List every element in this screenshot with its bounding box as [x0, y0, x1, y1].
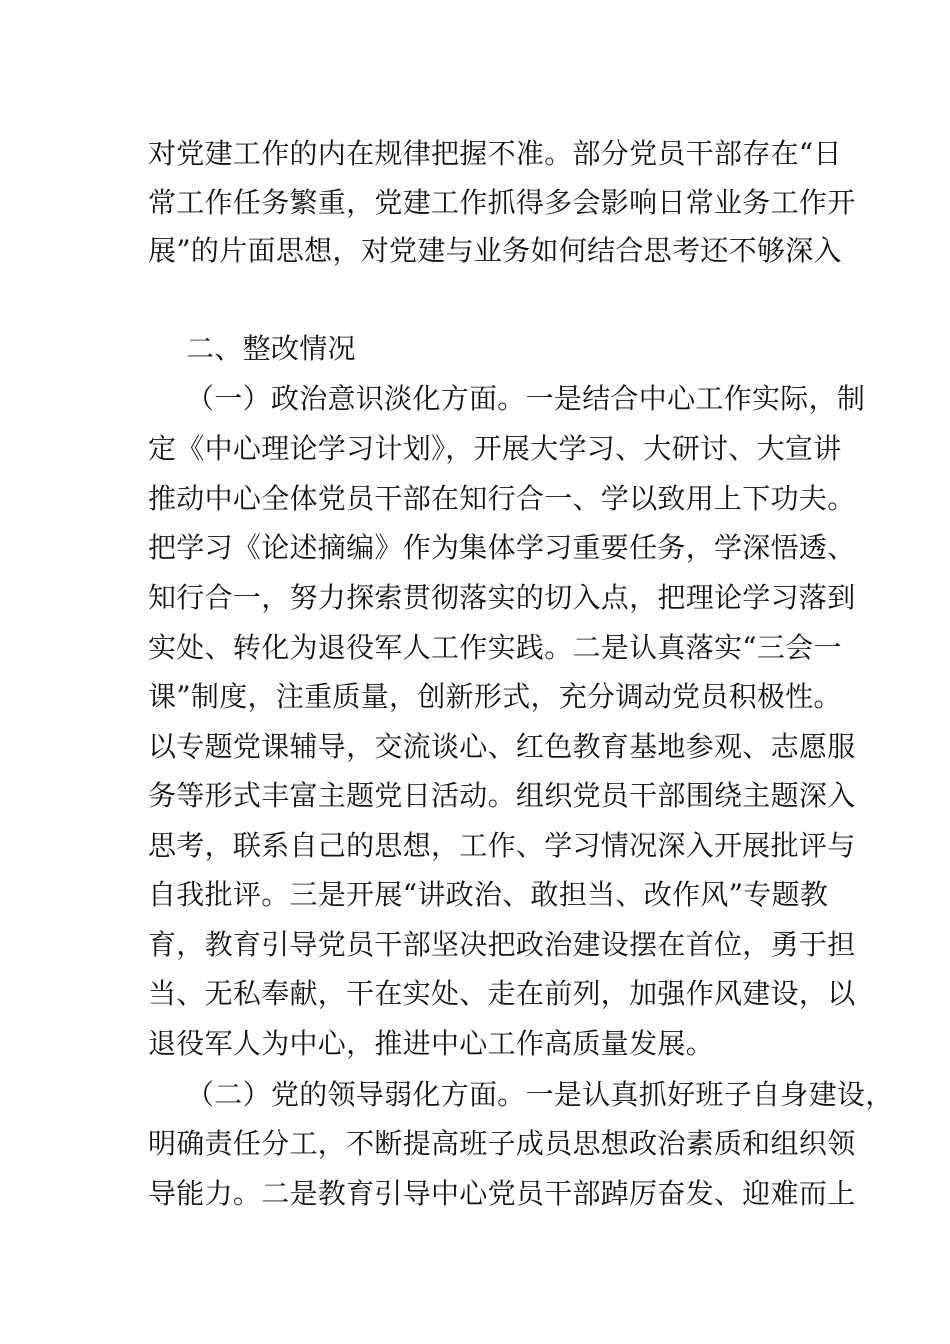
subsection1-line-5: 知行合一，努力探索贯彻落实的切入点，把理论学习落到 [148, 581, 856, 614]
subsection1-line-12: 育，教育引导党员干部坚决把政治建设摆在首位，勇于担 [148, 928, 856, 961]
subsection1-line-14: 退役军人为中心，推进中心工作高质量发展。 [148, 1027, 715, 1060]
subsection1-line-9: 务等形式丰富主题党日活动。组织党员干部围绕主题深入 [148, 779, 856, 812]
subsection1-line-7: 课”制度，注重质量，创新形式，充分调动党员积极性。 [148, 680, 842, 713]
subsection1-line-8: 以专题党课辅导，交流谈心、红色教育基地参观、志愿服 [148, 730, 856, 763]
intro-line-2: 常工作任务繁重，党建工作抓得多会影响日常业务工作开 [148, 186, 856, 219]
subsection1-line-3: 推动中心全体党员干部在知行合一、学以致用上下功夫。 [148, 482, 856, 515]
subsection2-line-2: 明确责任分工，不断提高班子成员思想政治素质和组织领 [148, 1127, 856, 1160]
subsection1-line-4: 把学习《论述摘编》作为集体学习重要任务，学深悟透、 [148, 531, 856, 564]
section-heading: 二、整改情况 [186, 332, 356, 365]
subsection1-line-13: 当、无私奉献，干在实处、走在前列，加强作风建设，以 [148, 977, 856, 1010]
subsection2-line-3: 导能力。二是教育引导中心党员干部踔厉奋发、迎难而上 [148, 1177, 856, 1210]
subsection1-line-6: 实处、转化为退役军人工作实践。二是认真落实“三会一 [148, 631, 842, 664]
intro-line-3: 展”的片面思想，对党建与业务如何结合思考还不够深入 [148, 234, 842, 267]
subsection1-line-1: （一）政治意识淡化方面。一是结合中心工作实际，制 [186, 382, 866, 415]
subsection2-line-1: （二）党的领导弱化方面。一是认真抓好班子自身建设， [186, 1078, 894, 1111]
subsection1-line-2: 定《中心理论学习计划》，开展大学习、大研讨、大宣讲 [148, 432, 842, 465]
subsection1-line-11: 自我批评。三是开展“讲政治、敢担当、改作风”专题教 [148, 878, 829, 911]
intro-line-1: 对党建工作的内在规律把握不准。部分党员干部存在“日 [148, 137, 842, 170]
subsection1-line-10: 思考，联系自己的思想，工作、学习情况深入开展批评与 [148, 829, 856, 862]
